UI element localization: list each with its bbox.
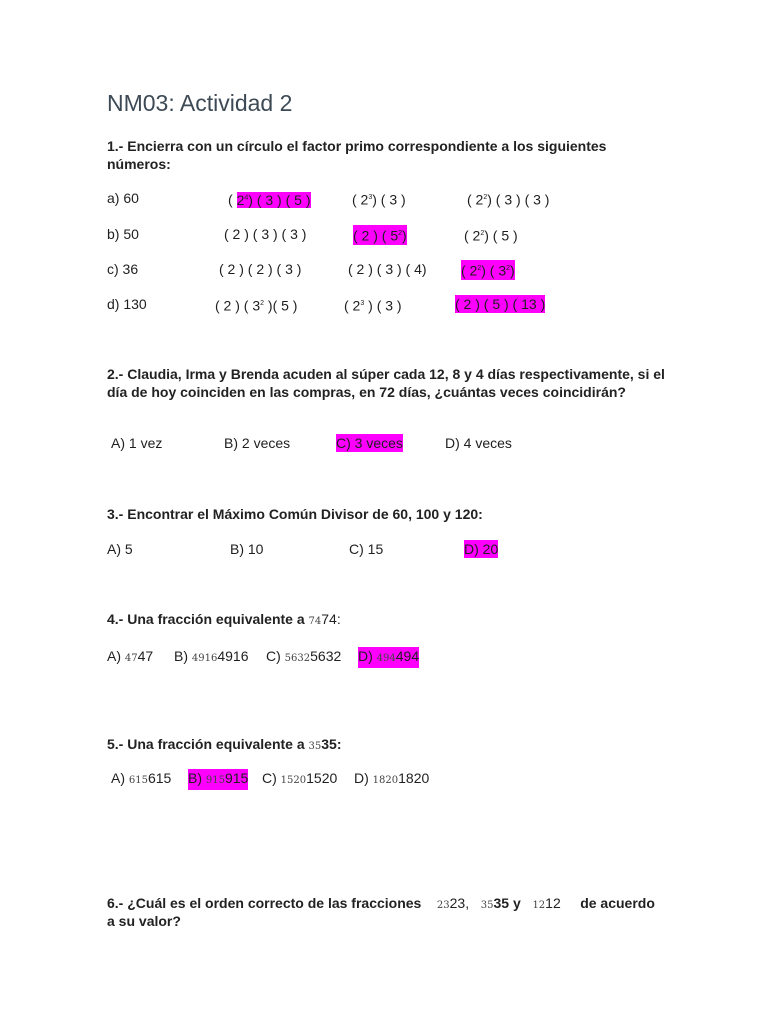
q3-option-b: B) 10 — [230, 541, 264, 557]
question-1-prompt: 1.- Encierra con un círculo el factor primo correspondiente a los siguientes números: — [107, 138, 607, 172]
q4-option-d: D) 494494 — [358, 647, 419, 668]
q4-option-b: B) 49164916 — [174, 648, 249, 664]
q5-option-d: D) 18201820 — [354, 770, 430, 786]
q2-option-a: A) 1 vez — [111, 435, 163, 451]
q5-option-a: A) 615615 — [111, 770, 172, 786]
q1-row-c-option-1: ( 2 ) ( 2 ) ( 3 ) — [219, 261, 302, 277]
q1-row-d-option-2: ( $2^3$ ) ( 3 ) — [344, 297, 402, 314]
q1-row-c-label: c) 36 — [107, 261, 139, 277]
q1-row-a-option-2: ( $2^3$) ( 3 ) — [352, 191, 406, 208]
q1-row-a-label: a) 60 — [107, 190, 139, 206]
question-2-prompt: 2.- Claudia, Irma y Brenda acuden al súper cada 12, 8 y 4 días respectivamente, si el día de hoy coinciden en las compras, en 72 días, ¿cuántas veces coincidirán? — [107, 366, 665, 400]
q1-row-d-option-1: ( 2 ) ( $3^2$ )( 5 ) — [215, 297, 298, 314]
q1-row-b-label: b) 50 — [107, 226, 139, 242]
q1-row-c-option-2: ( 2 ) ( 3 ) ( 4) — [348, 261, 427, 277]
question-6-prompt-line-2: a su valor? — [107, 913, 181, 929]
q3-option-a: A) 5 — [107, 541, 133, 557]
page-title: NM03: Actividad 2 — [107, 90, 293, 116]
question-3-prompt: 3.- Encontrar el Máximo Común Divisor de 60, 100 y 120: — [107, 506, 483, 522]
question-5-prompt: 5.- Una fracción equivalente a 3535: — [107, 736, 342, 752]
q1-row-d-option-3: ( 2 ) ( 5 ) ( 13 ) — [455, 296, 546, 312]
q2-option-d: D) 4 veces — [445, 435, 512, 451]
q1-row-c-option-3: ( $2^2$) ( $3^2$) — [461, 260, 515, 280]
q1-row-b-option-3: ( $2^2$) ( 5 ) — [464, 227, 518, 244]
q4-option-c: C) 56325632 — [266, 648, 342, 664]
q4-option-a: A) 4747 — [107, 648, 154, 664]
q1-row-b-option-2: ( 2 ) ( $5^2$) — [353, 225, 407, 245]
q5-option-b: B) 915915 — [188, 769, 248, 790]
q1-row-d-label: d) 130 — [107, 296, 147, 312]
q1-row-a-option-1: ( $2^4$) ( 3 ) ( 5 ) — [228, 191, 311, 208]
q3-option-d: D) 20 — [464, 541, 499, 557]
q2-option-b: B) 2 veces — [224, 435, 291, 451]
q1-row-a-option-3: ( $2^2$) ( 3 ) ( 3 ) — [467, 191, 550, 208]
q3-option-c: C) 15 — [349, 541, 384, 557]
q5-option-c: C) 15201520 — [262, 770, 338, 786]
question-4-prompt: 4.- Una fracción equivalente a 7474: — [107, 611, 341, 627]
q2-option-c: C) 3 veces — [336, 435, 403, 451]
question-6-prompt: 6.- ¿Cuál es el orden correcto de las fracciones 2323, 3535 y 1212 de acuerdo — [107, 895, 655, 911]
q1-row-b-option-1: ( 2 ) ( 3 ) ( 3 ) — [224, 226, 307, 242]
